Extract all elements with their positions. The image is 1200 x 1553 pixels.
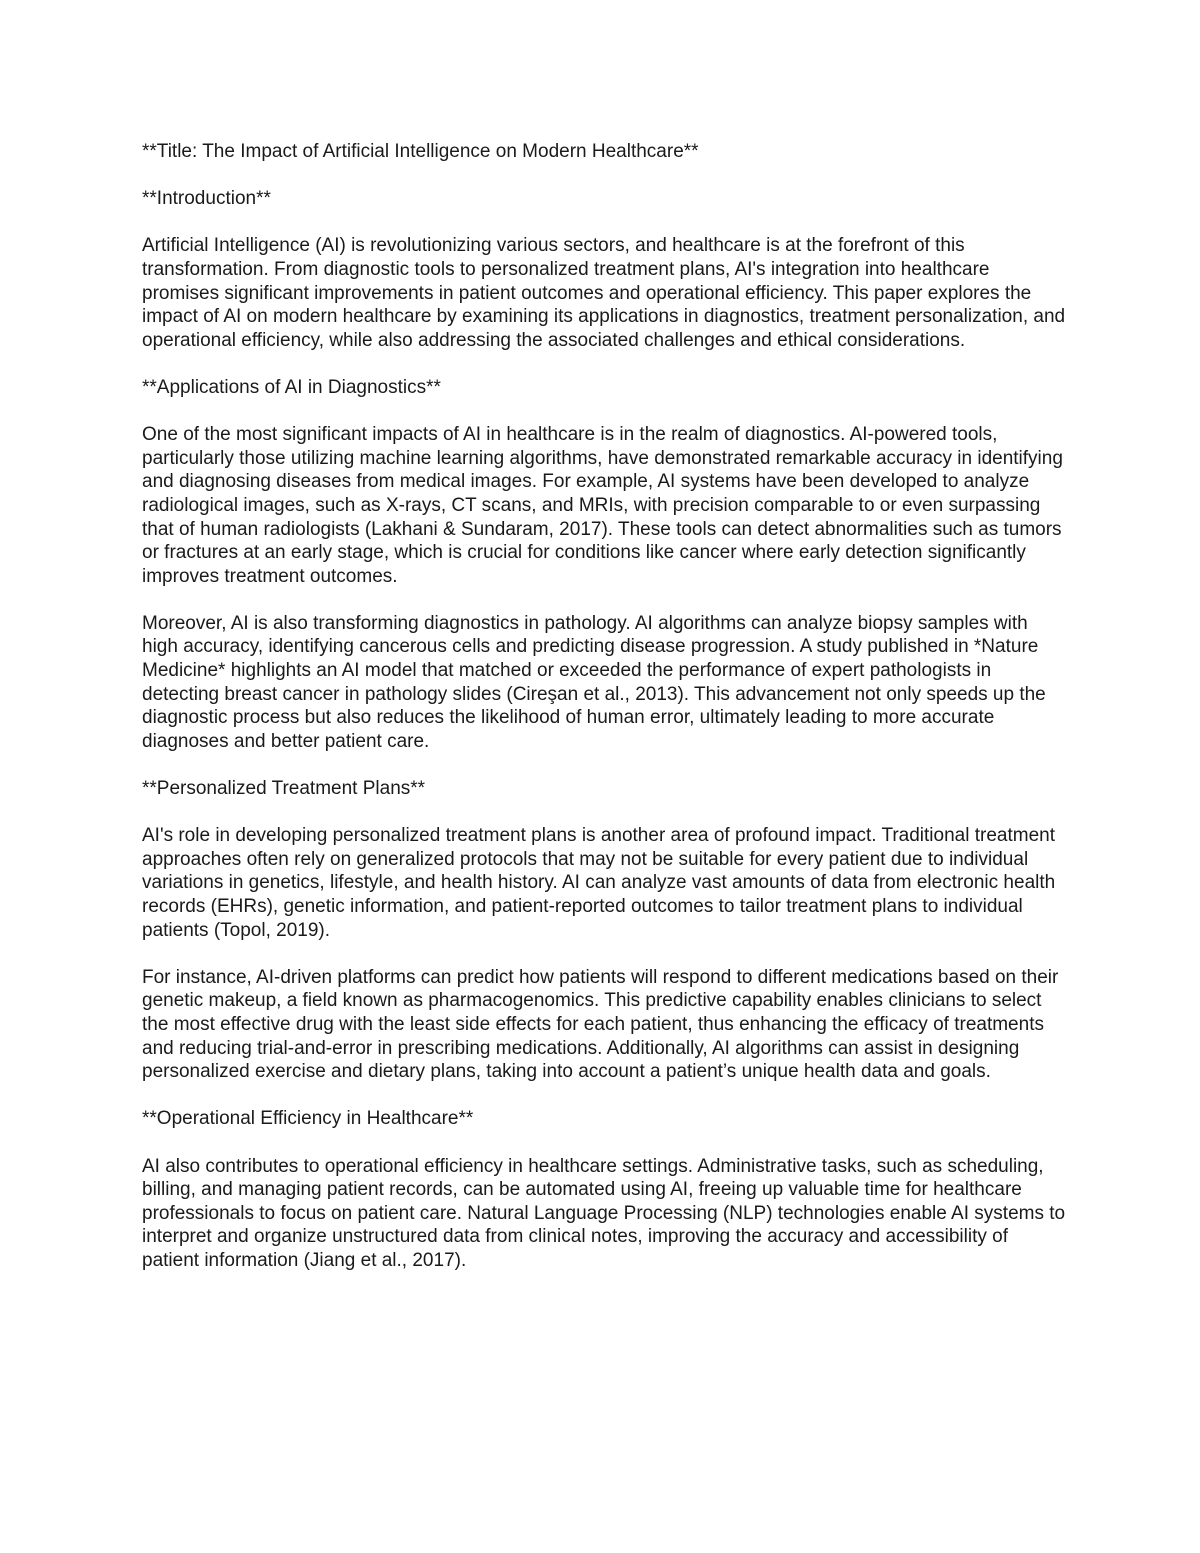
treatment-paragraph-1: AI's role in developing personalized treatment plans is another area of profound impact. Traditional treatment approaches often rely on generalized protocols that may not be suitable for every patient due to individual variations in genetics, lifestyle, and health history. AI can analyze vast amounts of data from electronic health records (EHRs), genetic information, and patient-reported outcomes to tailor treatment plans to individual patients (Topol, 2019). [142, 825, 1056, 941]
treatment-heading: **Personalized Treatment Plans** [142, 778, 426, 800]
document-title: **Title: The Impact of Artificial Intelligence on Modern Healthcare** [142, 141, 699, 162]
operational-paragraph: AI also contributes to operational efficiency in healthcare settings. Administrative tasks, such as scheduling, billing, and managing patient records, can be automated using AI, freeing up valuable time for healthcare professionals to focus on patient care. Natural Language Processing (NLP) technologies enable AI systems to interpret and organize unstructured data from clinical notes, improving the accuracy and accessibility of patient information (Jiang et al., 2017). [142, 1155, 1066, 1271]
diagnostics-paragraph-2: Moreover, AI is also transforming diagnostics in pathology. AI algorithms can analyze biopsy samples with high accuracy, identifying cancerous cells and predicting disease progression. A study published in *Nature Medicine* highlights an AI model that matched or exceeded the performance of expert pathologists in detecting breast cancer in pathology slides (Cireşan et al., 2013). This advancement not only speeds up the diagnostic process but also reduces the likelihood of human error, ultimately leading to more accurate diagnoses and better patient care. [142, 612, 1046, 752]
diagnostics-heading: **Applications of AI in Diagnostics** [142, 376, 441, 398]
introduction-paragraph: Artificial Intelligence (AI) is revolutionizing various sectors, and healthcare is at the forefront of this transformation. From diagnostic tools to personalized treatment plans, AI's integration into healthcare promises significant improvements in patient outcomes and operational efficiency. This paper explores the impact of AI on modern healthcare by examining its applications in diagnostics, treatment personalization, and operational efficiency, while also addressing the associated challenges and ethical considerations. [142, 235, 1066, 351]
treatment-paragraph-2: For instance, AI-driven platforms can predict how patients will respond to different medications based on their genetic makeup, a field known as pharmacogenomics. This predictive capability enables clinicians to select the most effective drug with the least side effects for each patient, thus enhancing the efficacy of treatments and reducing trial-and-error in prescribing medications. Additionally, AI algorithms can assist in designing personalized exercise and dietary plans, taking into account a patient’s unique health data and goals. [142, 966, 1059, 1083]
document-page [142, 140, 1067, 1296]
introduction-heading: **Introduction** [142, 188, 271, 210]
operational-heading: **Operational Efficiency in Healthcare** [142, 1108, 474, 1130]
diagnostics-paragraph-1: One of the most significant impacts of AI in healthcare is in the realm of diagnostics. AI-powered tools, particularly those utilizing machine learning algorithms, have demonstrated remarkable accuracy in identifying and diagnosing diseases from medical images. For example, AI systems have been developed to analyze radiological images, such as X-rays, CT scans, and MRIs, with precision comparable to or even surpassing that of human radiologists (Lakhani & Sundaram, 2017). These tools can detect abnormalities such as tumors or fractures at an early stage, which is crucial for conditions like cancer where early detection significantly improves treatment outcomes. [142, 424, 1063, 587]
